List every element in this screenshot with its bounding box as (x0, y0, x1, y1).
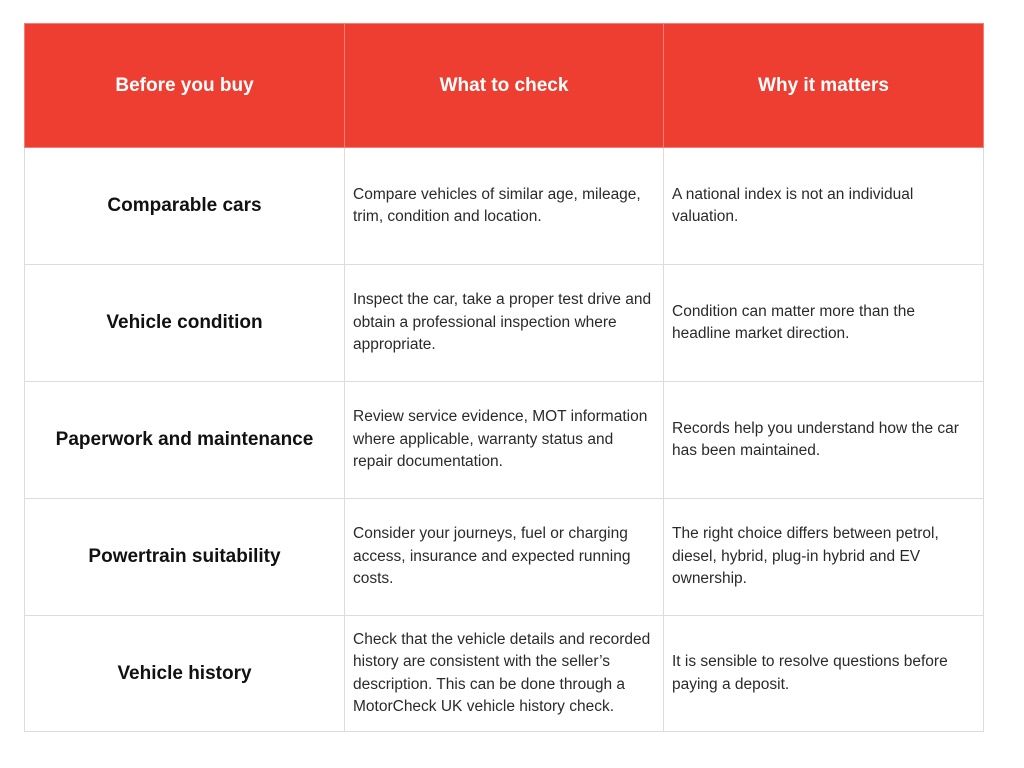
table-row (25, 148, 984, 265)
table-row (25, 265, 984, 382)
row-check-text: Consider your journeys, fuel or charging access, insurance and expected running costs. (345, 499, 664, 616)
column-header-what-to-check: What to check (345, 24, 664, 148)
table-row (25, 499, 984, 616)
buying-checklist-table (24, 23, 984, 732)
row-why-text: A national index is not an individual valuation. (664, 148, 984, 265)
row-why-text: The right choice differs between petrol, diesel, hybrid, plug-in hybrid and EV ownership. (664, 499, 984, 616)
column-header-before-you-buy: Before you buy (25, 24, 345, 148)
row-item-label: Powertrain suitability (25, 499, 345, 616)
row-check-text: Review service evidence, MOT information where applicable, warranty status and repair documentation. (345, 382, 664, 499)
header-row (25, 24, 984, 148)
row-item-label: Paperwork and maintenance (25, 382, 345, 499)
row-why-text: It is sensible to resolve questions before paying a deposit. (664, 616, 984, 732)
table-row (25, 616, 984, 732)
row-why-text: Records help you understand how the car has been maintained. (664, 382, 984, 499)
row-item-label: Vehicle condition (25, 265, 345, 382)
row-item-label: Vehicle history (25, 616, 345, 732)
row-check-text: Compare vehicles of similar age, mileage, trim, condition and location. (345, 148, 664, 265)
row-check-text: Check that the vehicle details and recorded history are consistent with the seller’s description. This can be done through a MotorCheck UK vehicle history check. (345, 616, 664, 732)
row-why-text: Condition can matter more than the headline market direction. (664, 265, 984, 382)
table-row (25, 382, 984, 499)
column-header-why-it-matters: Why it matters (664, 24, 984, 148)
row-item-label: Comparable cars (25, 148, 345, 265)
row-check-text: Inspect the car, take a proper test drive and obtain a professional inspection where appropriate. (345, 265, 664, 382)
